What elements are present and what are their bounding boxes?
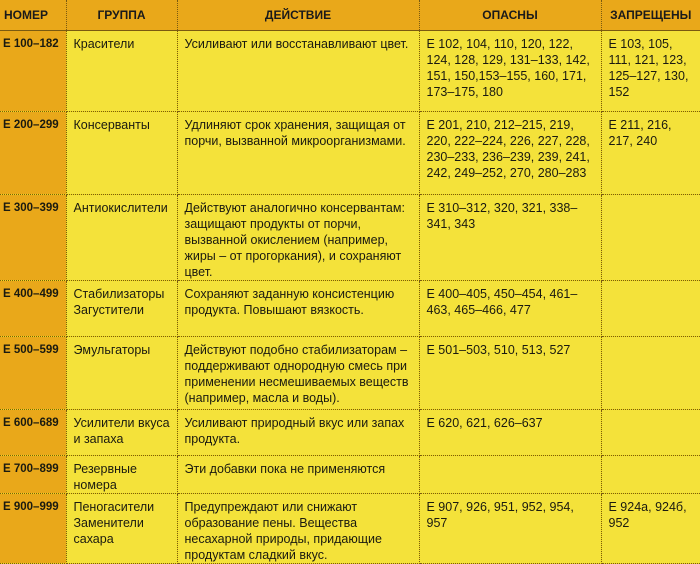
row-dangerous: Е 310–312, 320, 321, 338–341, 343: [419, 195, 601, 281]
row-banned: [601, 456, 700, 494]
row-group: [66, 456, 177, 494]
group-line: Стабилизаторы: [73, 287, 165, 301]
header-action: ДЕЙСТВИЕ: [177, 0, 419, 31]
row-dangerous: Е 102, 104, 110, 120, 122, 124, 128, 129, 131–133, 142, 151, 150,153–155, 160, 171, 173–175, 180: [419, 31, 601, 112]
row-group: [66, 31, 177, 112]
row-action: Усиливают или восстанавливают цвет.: [177, 31, 419, 112]
header-number: НОМЕР: [0, 0, 66, 31]
row-number: Е 100–182: [0, 31, 66, 112]
row-action: Действуют аналогично консервантам: защищают продукты от порчи, вызванной окислением (например, жиры – от прогоркания), и сохраняют цвет.: [177, 195, 419, 281]
row-group: [66, 410, 177, 456]
header-dangerous: ОПАСНЫ: [419, 0, 601, 31]
row-number: Е 700–899: [0, 456, 66, 494]
row-number: Е 600–689: [0, 410, 66, 456]
group-line: сахара: [73, 532, 114, 546]
row-banned: Е 211, 216, 217, 240: [601, 112, 700, 195]
row-group: [66, 494, 177, 564]
row-action: Эти добавки пока не применяются: [177, 456, 419, 494]
row-group: [66, 195, 177, 281]
row-group: [66, 337, 177, 410]
row-dangerous: [419, 456, 601, 494]
row-dangerous: Е 907, 926, 951, 952, 954, 957: [419, 494, 601, 564]
row-action: Предупреждают или снижают образование пены. Вещества несахарной природы, придающие продуктам сладкий вкус.: [177, 494, 419, 564]
table-row: [0, 112, 700, 195]
group-line: Пеногасители: [73, 500, 155, 514]
table-row: [0, 195, 700, 281]
row-dangerous: Е 501–503, 510, 513, 527: [419, 337, 601, 410]
header-group: ГРУППА: [66, 0, 177, 31]
group-line: Красители: [73, 37, 135, 51]
group-line: Усилители вкуса: [73, 416, 170, 430]
row-banned: [601, 195, 700, 281]
group-line: Заменители: [73, 516, 144, 530]
table-row: [0, 456, 700, 494]
group-line: Резервные: [73, 462, 137, 476]
row-dangerous: Е 201, 210, 212–215, 219, 220, 222–224, 226, 227, 228, 230–233, 236–239, 239, 241, 242, 249–252, 270, 280–283: [419, 112, 601, 195]
row-number: Е 500–599: [0, 337, 66, 410]
row-group: [66, 281, 177, 337]
row-action: Действуют подобно стабилизаторам – поддерживают однородную смесь при применении несмешиваемых веществ (например, масла и воды).: [177, 337, 419, 410]
row-banned: Е 924а, 924б, 952: [601, 494, 700, 564]
row-banned: [601, 281, 700, 337]
row-action: Усиливают природный вкус или запах продукта.: [177, 410, 419, 456]
group-line: Консерванты: [73, 118, 150, 132]
row-group: [66, 112, 177, 195]
row-number: Е 200–299: [0, 112, 66, 195]
row-banned: Е 103, 105, 111, 121, 123, 125–127, 130, 152: [601, 31, 700, 112]
row-banned: [601, 337, 700, 410]
table-row: [0, 337, 700, 410]
group-line: и запаха: [73, 432, 124, 446]
row-number: Е 400–499: [0, 281, 66, 337]
table-header-row: [0, 0, 700, 31]
row-action: Удлиняют срок хранения, защищая от порчи, вызванной микроорганизмами.: [177, 112, 419, 195]
row-banned: [601, 410, 700, 456]
row-dangerous: Е 620, 621, 626–637: [419, 410, 601, 456]
header-banned: ЗАПРЕЩЕНЫ: [601, 0, 700, 31]
table-row: [0, 494, 700, 564]
group-line: Эмульгаторы: [73, 343, 151, 357]
table-row: [0, 281, 700, 337]
group-line: Антиокислители: [73, 201, 168, 215]
row-action: Сохраняют заданную консистенцию продукта. Повышают вязкость.: [177, 281, 419, 337]
row-dangerous: Е 400–405, 450–454, 461–463, 465–466, 477: [419, 281, 601, 337]
group-line: номера: [73, 478, 117, 492]
row-number: Е 300–399: [0, 195, 66, 281]
group-line: Загустители: [73, 303, 145, 317]
table-row: [0, 410, 700, 456]
table-row: [0, 31, 700, 112]
row-number: Е 900–999: [0, 494, 66, 564]
